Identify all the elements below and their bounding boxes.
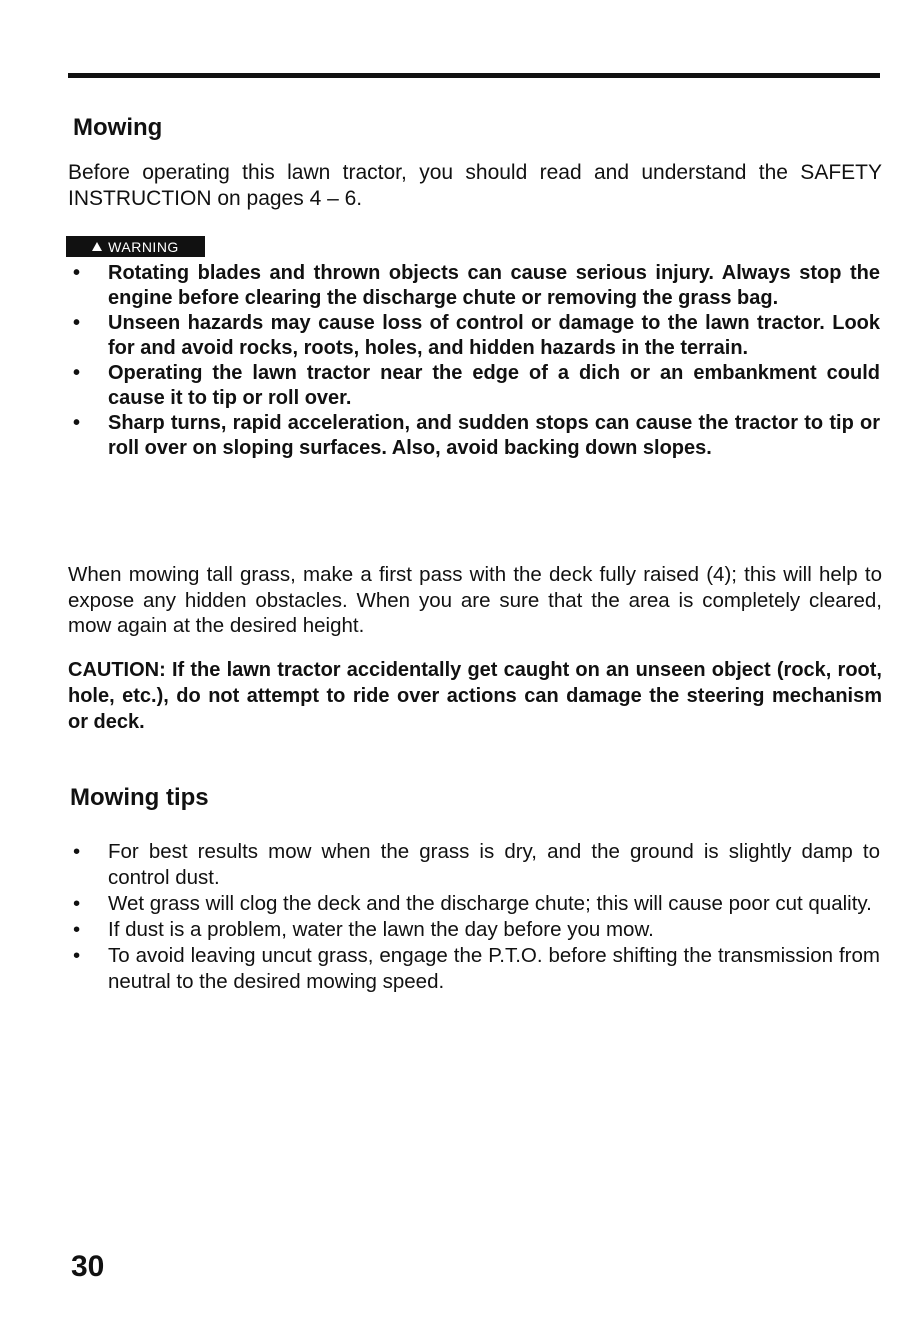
warning-text: Operating the lawn tractor near the edge of a dich or an embankment could cause it to tip or roll over. xyxy=(108,362,880,409)
tips-title: Mowing tips xyxy=(70,784,209,811)
warning-list xyxy=(68,261,880,461)
bullet: • xyxy=(73,412,81,434)
tip-text: Wet grass will clog the deck and the discharge chute; this will cause poor cut quality. xyxy=(108,892,872,915)
tip-text: If dust is a problem, water the lawn the day before you mow. xyxy=(108,918,654,941)
warning-text: Rotating blades and thrown objects can cause serious injury. Always stop the engine before clearing the discharge chute or removing the grass bag. xyxy=(108,262,880,309)
bullet: • xyxy=(73,840,81,863)
warning-label: WARNING xyxy=(108,238,179,255)
intro-paragraph: Before operating this lawn tractor, you should read and understand the SAFETY INSTRUCTION on pages 4 – 6. xyxy=(68,161,882,210)
warning-item xyxy=(68,311,880,361)
bullet: • xyxy=(73,892,81,915)
tip-item xyxy=(68,839,880,891)
warning-item xyxy=(68,261,880,311)
bullet: • xyxy=(73,312,81,334)
tip-text: To avoid leaving uncut grass, engage the P.T.O. before shifting the transmission from neutral to the desired mowing speed. xyxy=(108,944,880,993)
warning-item xyxy=(68,411,880,461)
page-number: 30 xyxy=(71,1250,105,1283)
tip-item xyxy=(68,943,880,995)
warning-text: Unseen hazards may cause loss of control or damage to the lawn tractor. Look for and avoid rocks, roots, holes, and hidden hazards in the terrain. xyxy=(108,312,880,359)
bullet: • xyxy=(73,262,81,284)
section-title: Mowing xyxy=(73,114,163,141)
tip-text: For best results mow when the grass is dry, and the ground is slightly damp to control dust. xyxy=(108,840,880,889)
tips-list xyxy=(68,839,880,995)
warning-triangle-icon xyxy=(92,242,102,251)
bullet: • xyxy=(73,918,81,941)
warning-text: Sharp turns, rapid acceleration, and sudden stops can cause the tractor to tip or roll over on sloping surfaces. Also, avoid backing down slopes. xyxy=(108,412,880,459)
warning-badge xyxy=(66,236,205,257)
warning-item xyxy=(68,361,880,411)
top-rule xyxy=(68,73,880,78)
tip-item xyxy=(68,891,880,917)
bullet: • xyxy=(73,362,81,384)
tip-item xyxy=(68,917,880,943)
caution-paragraph: CAUTION: If the lawn tractor accidentally get caught on an unseen object (rock, root, hole, etc.), do not attempt to ride over actions can damage the steering mechanism or deck. xyxy=(68,659,882,733)
bullet: • xyxy=(73,944,81,967)
tall-grass-paragraph: When mowing tall grass, make a first pass with the deck fully raised (4); this will help to expose any hidden obstacles. When you are sure that the area is completely cleared, mow again at the desired height. xyxy=(68,563,882,637)
